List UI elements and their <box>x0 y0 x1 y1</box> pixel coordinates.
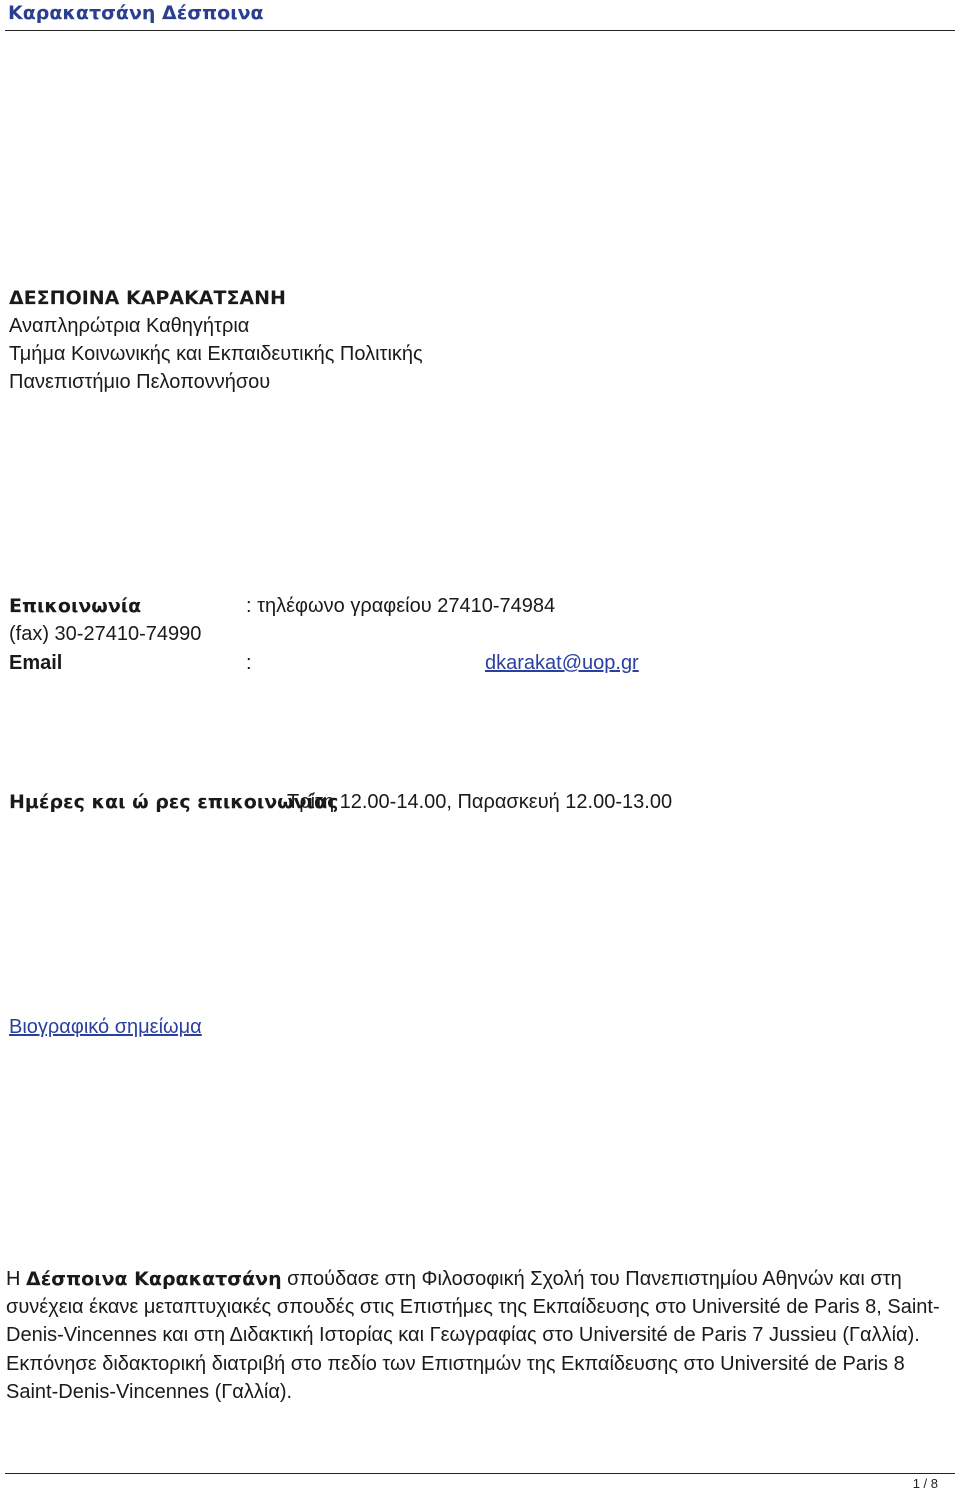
contact-phone: : τηλέφωνο γραφείου 27410-74984 <box>246 595 556 617</box>
header-divider <box>5 30 955 31</box>
bio-prefix: Η <box>6 1268 26 1290</box>
profile-department: Τμήμα Κοινωνικής και Εκπαιδευτικής Πολιτικής <box>9 343 423 365</box>
page-header-title: Καρακατσάνη Δέσποινα <box>8 2 264 24</box>
footer-divider <box>5 1473 955 1474</box>
profile-university: Πανεπιστήμιο Πελοποννήσου <box>9 371 271 393</box>
page-number: 1 / 8 <box>912 1476 938 1491</box>
bio-text: σπούδασε στη Φιλοσοφική Σχολή του Πανεπιστημίου Αθηνών και στη συνέχεια έκανε μεταπτυχιακές σπουδές στις Επιστήμες της Εκπαίδευσης στο Université de Paris 8, Saint-Denis-Vincennes και στη Διδακτική Ιστορίας και Γεωγραφίας στο Université de Paris 7 Jussieu (Γαλλία). Εκπόνησε διδακτορική διατριβή στο πεδίο των Επιστημών της Εκπαίδευσης στο Université de Paris 8 Saint-Denis-Vincennes (Γαλλία). <box>6 1268 940 1403</box>
bio-paragraph <box>6 1265 956 1406</box>
contact-label: Επικοινωνία <box>9 595 142 617</box>
cv-link[interactable]: Βιογραφικό σημείωμα <box>9 1016 202 1038</box>
profile-name: ΔΕΣΠΟΙΝΑ ΚΑΡΑΚΑΤΣΑΝΗ <box>9 287 286 309</box>
email-label: Email <box>9 652 63 674</box>
hours-label: Ημέρες και ώ ρες επικοινωνίας <box>9 791 339 813</box>
hours-value: Τρίτη 12.00-14.00, Παρασκευή 12.00-13.00 <box>287 791 673 813</box>
bio-name: Δέσποινα Καρακατσάνη <box>26 1268 282 1290</box>
email-colon: : <box>246 652 252 674</box>
profile-position: Αναπληρώτρια Καθηγήτρια <box>9 315 250 337</box>
email-link[interactable]: dkarakat@uop.gr <box>485 652 639 674</box>
contact-fax: (fax) 30-27410-74990 <box>9 623 202 645</box>
